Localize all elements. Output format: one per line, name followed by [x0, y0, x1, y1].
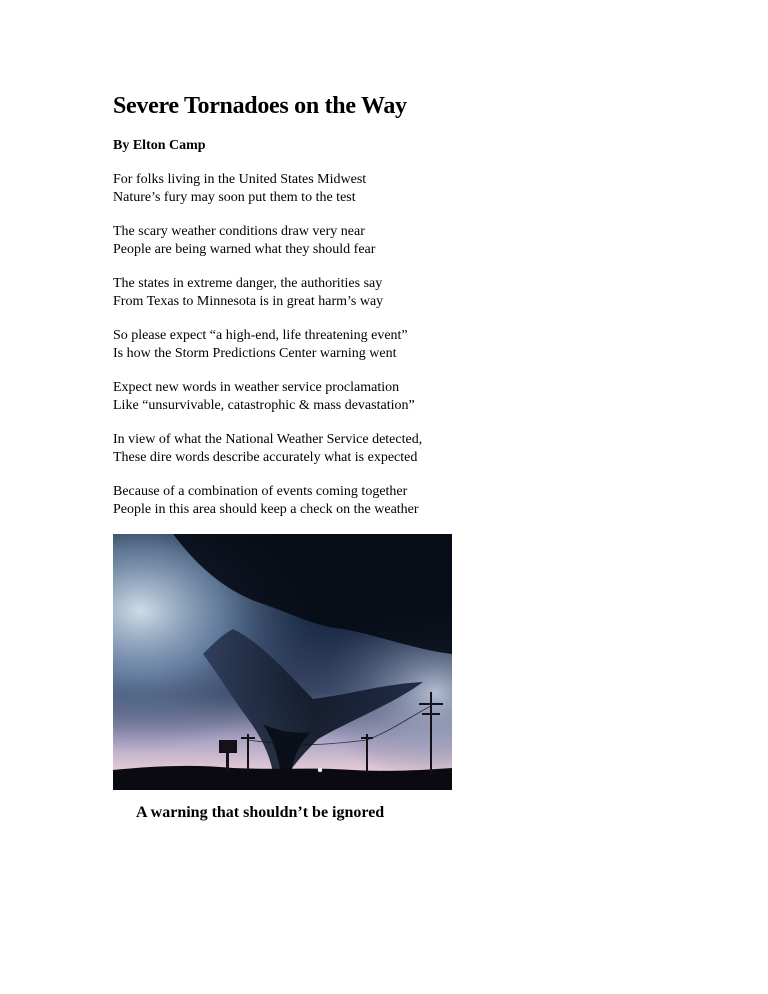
poem-title: Severe Tornadoes on the Way	[113, 93, 407, 119]
author-byline: By Elton Camp	[113, 138, 206, 153]
poem-line: Because of a combination of events coming together	[113, 484, 408, 499]
stanza	[113, 327, 513, 362]
stanza	[113, 431, 513, 466]
poem-line: So please expect “a high-end, life threatening event”	[113, 328, 408, 343]
poem-line: For folks living in the United States Midwest	[113, 172, 367, 187]
poem-body	[113, 171, 513, 535]
tornado-photo	[113, 534, 452, 790]
poem-line: People in this area should keep a check on the weather	[113, 501, 419, 517]
photo-caption: A warning that shouldn’t be ignored	[136, 804, 385, 821]
stanza	[113, 171, 513, 206]
stanza	[113, 223, 513, 258]
poem-line: In view of what the National Weather Service detected,	[113, 432, 423, 447]
poem-line: People are being warned what they should fear	[113, 241, 376, 257]
poem-line: From Texas to Minnesota is in great harm’s way	[113, 293, 384, 309]
stanza	[113, 483, 513, 518]
poem-line: Expect new words in weather service proclamation	[113, 380, 400, 395]
poem-line: The states in extreme danger, the authorities say	[113, 276, 383, 291]
poem-line: Like “unsurvivable, catastrophic & mass devastation”	[113, 397, 415, 413]
poem-line: Is how the Storm Predictions Center warning went	[113, 345, 397, 361]
poem-line: The scary weather conditions draw very near	[113, 224, 365, 239]
stanza	[113, 275, 513, 310]
poem-line: These dire words describe accurately what is expected	[113, 449, 418, 465]
poem-line: Nature’s fury may soon put them to the test	[113, 189, 356, 205]
stanza	[113, 379, 513, 414]
